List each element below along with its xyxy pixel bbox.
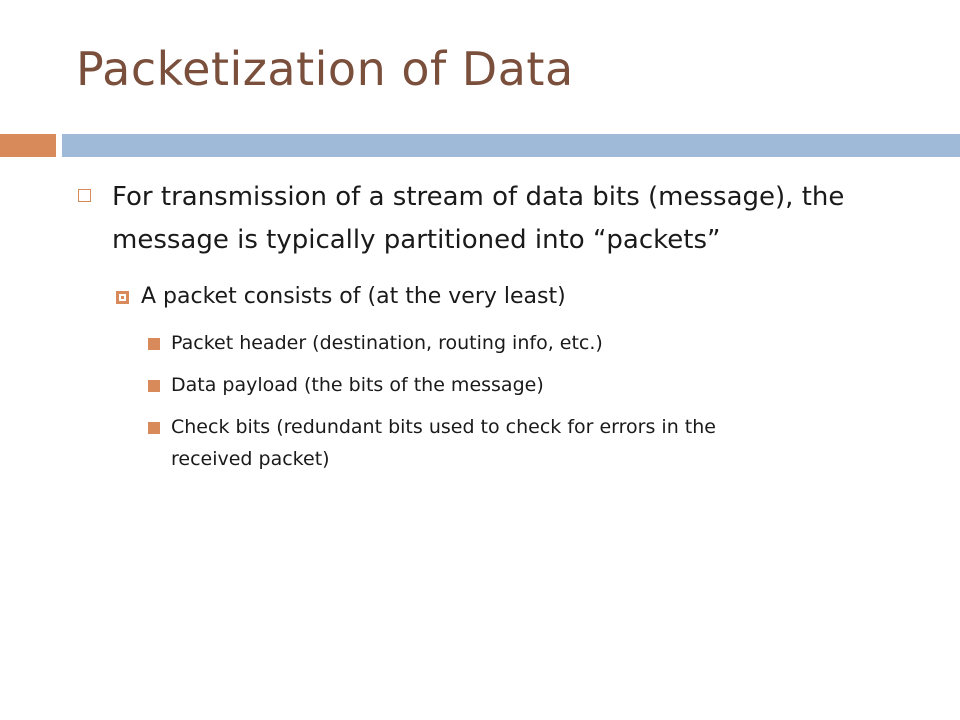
filled-square-bullet-icon: [148, 338, 160, 350]
title-accent-bar: [0, 134, 56, 157]
square-bullet-icon: [116, 291, 129, 304]
bullet-level3-text: Data payload (the bits of the message): [171, 374, 544, 396]
title-divider-bar: [62, 134, 960, 157]
filled-square-bullet-icon: [148, 380, 160, 392]
filled-square-bullet-icon: [148, 422, 160, 434]
bullet-level1-text: For transmission of a stream of data bits (message), the message is typically partitioned into “packets”: [112, 182, 845, 255]
bullet-level3-text: Check bits (redundant bits used to check for errors in the received packet): [171, 416, 716, 470]
slide-title: Packetization of Data: [76, 42, 574, 96]
bullet-level2-text: A packet consists of (at the very least): [141, 284, 566, 309]
hollow-square-bullet-icon: [78, 189, 91, 202]
bullet-level3-text: Packet header (destination, routing info, etc.): [171, 332, 603, 354]
